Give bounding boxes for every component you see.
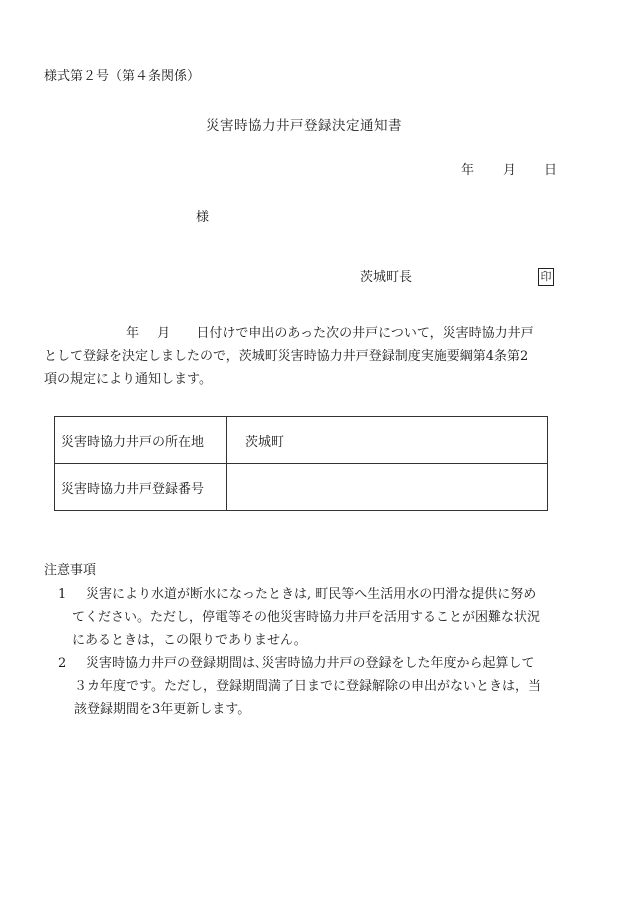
location-value: 茨城町: [227, 417, 548, 464]
date-day-label: 日: [544, 163, 558, 178]
note-line: 災害時協力井戸の登録期間は､災害時協力井戸の登録をした年度から起算して: [86, 656, 535, 671]
notice-body: [44, 322, 564, 391]
body-month-label: 月: [157, 326, 171, 341]
table-row: [55, 417, 548, 464]
addressee-suffix: 様: [196, 210, 210, 225]
body-line-2: として登録を決定しましたので，茨城町災害時協力井戸登録制度実施要綱第4条第2: [44, 349, 529, 364]
note-item: [44, 583, 564, 652]
note-item: [44, 652, 564, 721]
seal-mark: 印: [538, 268, 554, 286]
body-line-3: 項の規定により通知します。: [44, 372, 212, 387]
date-month-label: 月: [503, 163, 517, 178]
notes-title: 注意事項: [44, 563, 97, 578]
form-number: 様式第２号（第４条関係）: [44, 69, 201, 84]
registration-number-value: [227, 464, 548, 511]
note-line: てください。ただし，停電等その他災害時協力井戸を活用することが困難な状況: [72, 610, 541, 625]
location-label: 災害時協力井戸の所在地: [55, 417, 227, 464]
sender-title: 茨城町長: [360, 270, 413, 285]
document-title: 災害時協力井戸登録決定通知書: [206, 118, 402, 134]
note-line: 該登録期間を3年更新します。: [74, 702, 251, 717]
registration-number-label: 災害時協力井戸登録番号: [55, 464, 227, 511]
note-number: 1: [58, 587, 67, 602]
note-number: 2: [58, 656, 67, 671]
body-line-1-text: 日付けで申出のあった次の井戸について，災害時協力井戸: [196, 326, 534, 341]
well-info-table: [54, 416, 548, 511]
note-line: ３カ年度です。ただし，登録期間満了日までに登録解除の申出がないときは，当: [74, 679, 541, 694]
notes-list: [44, 583, 564, 721]
date-year-label: 年: [461, 163, 475, 178]
body-year-label: 年: [126, 326, 140, 341]
note-line: 災害により水道が断水になったときは, 町民等へ生活用水の円滑な提供に努め: [86, 587, 537, 602]
body-line-1: [44, 322, 564, 345]
table-row: [55, 464, 548, 511]
note-line: にあるときは，この限りでありません。: [72, 633, 307, 648]
